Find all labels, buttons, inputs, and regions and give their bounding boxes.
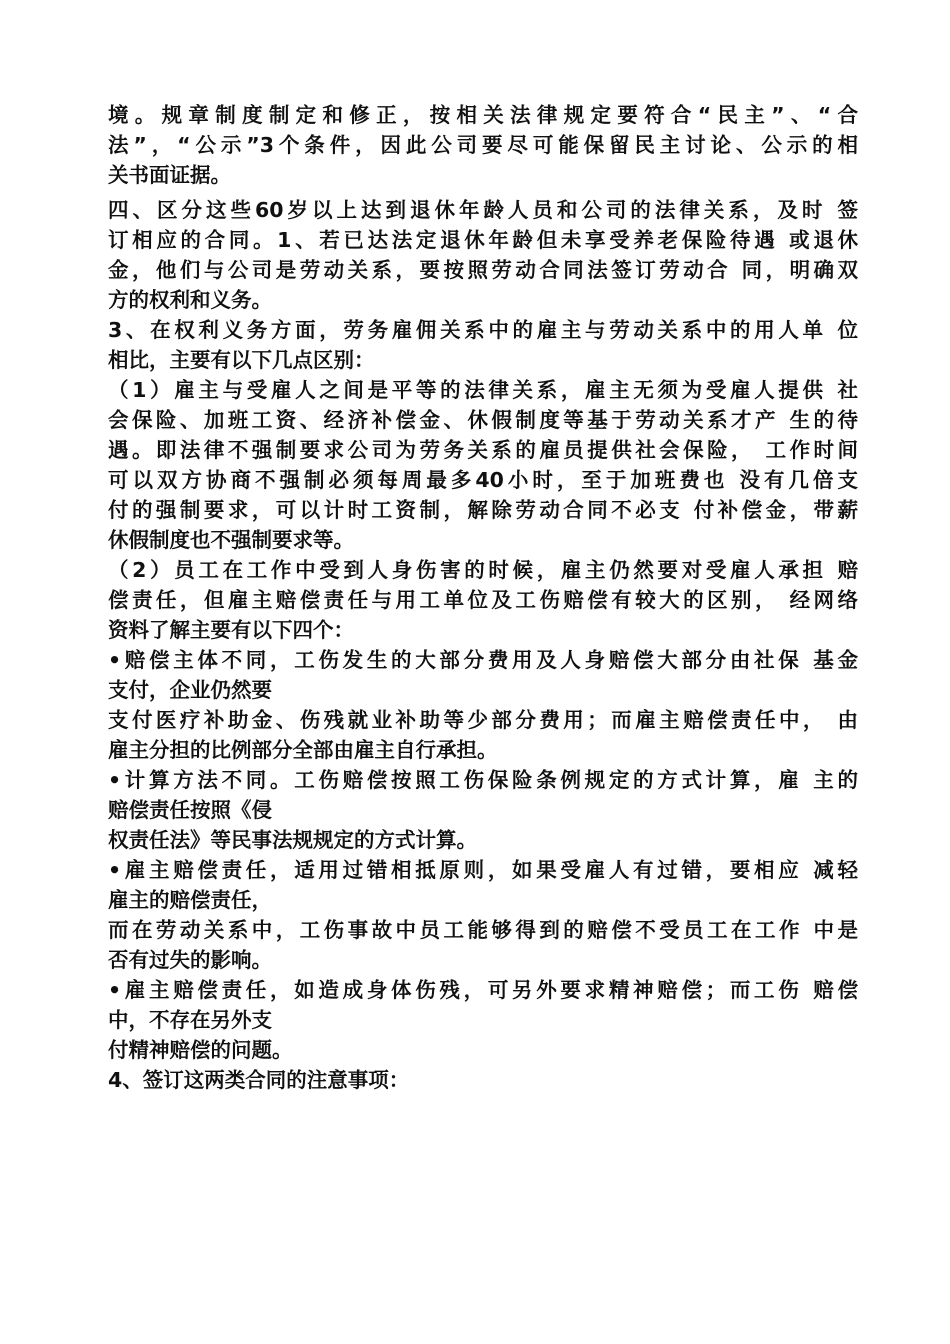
text-line: 支付，企业仍然要 [108, 678, 272, 702]
text-line: 支付医疗补助金、伤残就业补助等少部分费用；而雇主赔偿责任中， 由 [108, 708, 858, 732]
text-line: 付的强制要求，可以计时工资制，解除劳动合同不必支 付补偿金，带薪 [108, 498, 858, 522]
text-line: 雇主的赔偿责任， [108, 888, 272, 912]
text-line: •雇主赔偿责任，如造成身体伤残，可另外要求精神赔偿；而工伤 赔偿 [108, 978, 858, 1002]
text-line: 休假制度也不强制要求等。 [108, 528, 354, 552]
text-line: （1）雇主与受雇人之间是平等的法律关系，雇主无须为受雇人提供 社 [108, 378, 858, 402]
text-line: 遇。即法律不强制要求公司为劳务关系的雇员提供社会保险， 工作时间 [108, 438, 858, 462]
text-line: 四、区分这些60岁以上达到退休年龄人员和公司的法律关系，及时 签 [108, 198, 858, 222]
text-line: 4、签订这两类合同的注意事项： [108, 1068, 410, 1092]
text-line: （2）员工在工作中受到人身伤害的时候，雇主仍然要对受雇人承担 赔 [108, 558, 858, 582]
text-line: 3、在权利义务方面，劳务雇佣关系中的雇主与劳动关系中的用人单 位 [108, 318, 858, 342]
text-line: 关书面证据。 [108, 163, 231, 187]
text-line: 相比，主要有以下几点区别： [108, 348, 375, 372]
text-line: 境。规章制度制定和修正，按相关法律规定要符合“民主”、“合 [108, 103, 858, 127]
text-line: •雇主赔偿责任，适用过错相抵原则，如果受雇人有过错，要相应 减轻 [108, 858, 858, 882]
text-line: 雇主分担的比例部分全部由雇主自行承担。 [108, 738, 498, 762]
text-line: 中，不存在另外支 [108, 1008, 272, 1032]
text-line: •赔偿主体不同，工伤发生的大部分费用及人身赔偿大部分由社保 基金 [108, 648, 858, 672]
text-line: 法”，“公示”3个条件，因此公司要尽可能保留民主讨论、公示的相 [108, 133, 858, 157]
text-line: •计算方法不同。工伤赔偿按照工伤保险条例规定的方式计算，雇 主的 [108, 768, 858, 792]
text-line: 偿责任，但雇主赔偿责任与用工单位及工伤赔偿有较大的区别， 经网络 [108, 588, 858, 612]
text-line: 权责任法》等民事法规规定的方式计算。 [108, 828, 477, 852]
text-line: 可以双方协商不强制必须每周最多40小时，至于加班费也 没有几倍支 [108, 468, 858, 492]
text-line: 付精神赔偿的问题。 [108, 1038, 293, 1062]
text-line: 金，他们与公司是劳动关系，要按照劳动合同法签订劳动合 同，明确双 [108, 258, 858, 282]
text-line: 会保险、加班工资、经济补偿金、休假制度等基于劳动关系才产 生的待 [108, 408, 858, 432]
text-line: 资料了解主要有以下四个： [108, 618, 354, 642]
text-line: 方的权利和义务。 [108, 288, 272, 312]
text-line: 而在劳动关系中，工伤事故中员工能够得到的赔偿不受员工在工作 中是 [108, 918, 858, 942]
text-line: 订相应的合同。1、若已达法定退休年龄但未享受养老保险待遇 或退休 [108, 228, 858, 252]
document-body [108, 100, 858, 1095]
text-line: 赔偿责任按照《侵 [108, 798, 272, 822]
text-line: 否有过失的影响。 [108, 948, 272, 972]
